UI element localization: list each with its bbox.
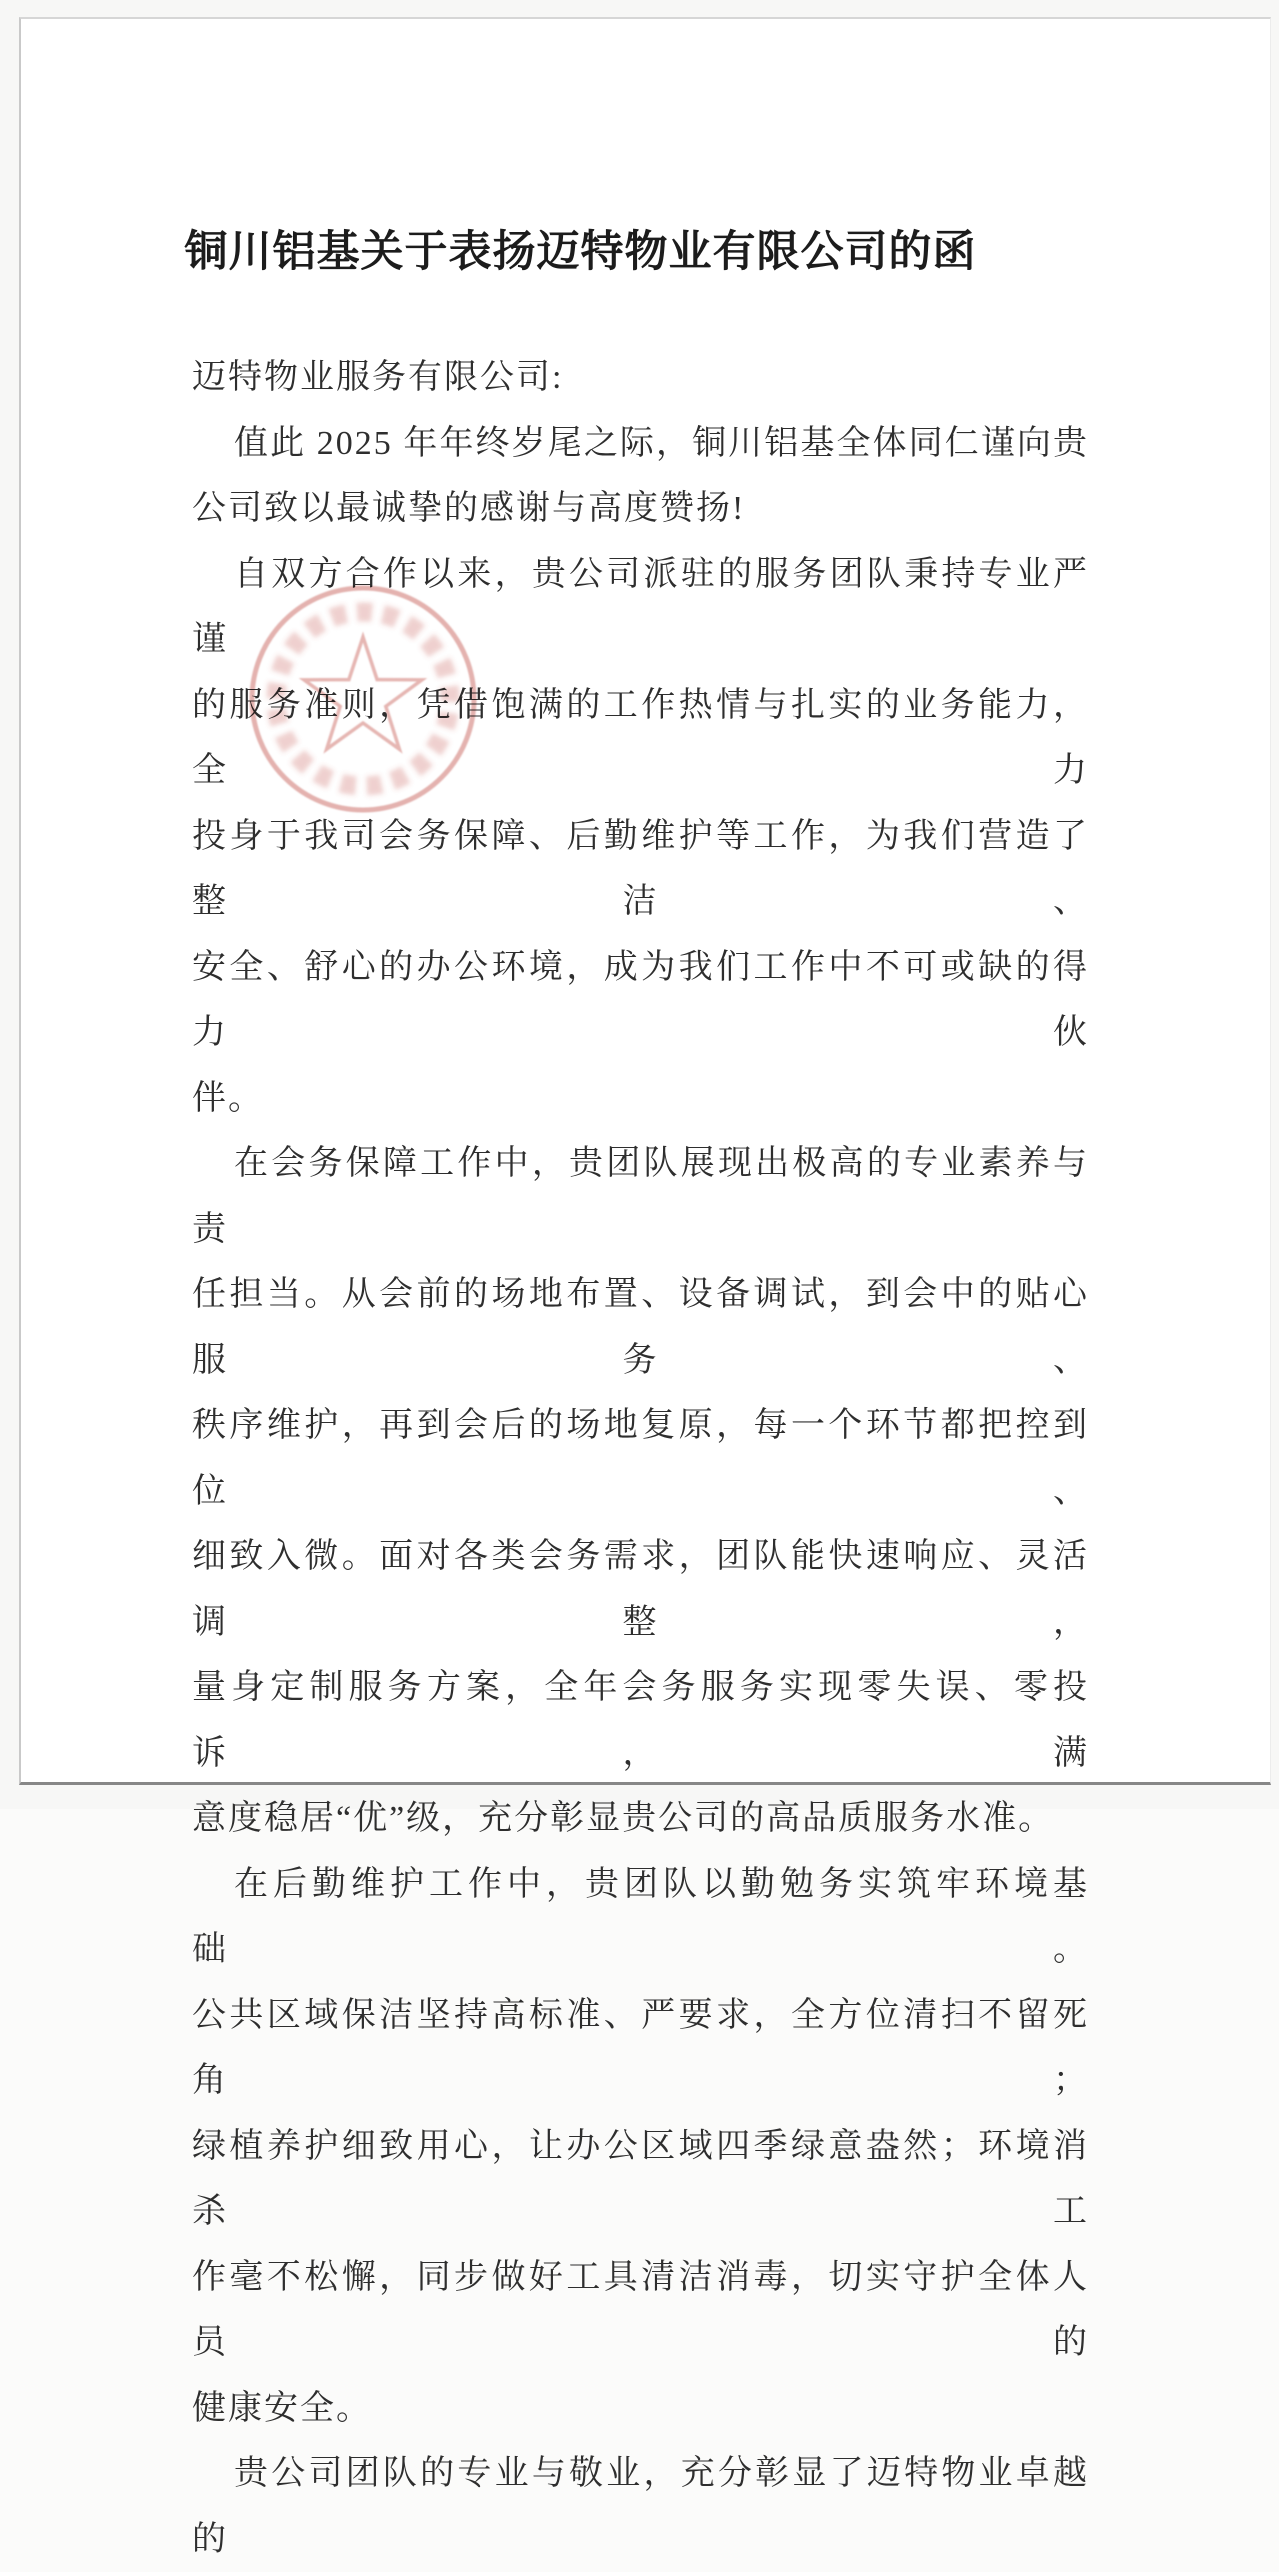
body-line: 伴。 xyxy=(192,1079,264,1117)
body-line: 秩序维护，再到会后的场地复原，每一个环节都把控到位、 xyxy=(192,1407,1089,1510)
body-line: 迈特物业服务有限公司: xyxy=(192,359,564,396)
body-line: 在会务保障工作中，贵团队展现出极高的专业素养与责 xyxy=(192,1145,1089,1248)
body-line: 绿植养护细致用心，让办公区域四季绿意盎然；环境消杀工 xyxy=(192,2127,1089,2230)
body-line: 自双方合作以来，贵公司派驻的服务团队秉持专业严谨 xyxy=(192,555,1089,658)
body-line: 投身于我司会务保障、后勤维护等工作，为我们营造了整洁、 xyxy=(192,817,1089,920)
body-line: 安全、舒心的办公环境，成为我们工作中不可或缺的得力伙 xyxy=(192,948,1089,1051)
body-line: 在后勤维护工作中，贵团队以勤勉务实筑牢环境基础。 xyxy=(192,1865,1089,1968)
body-line: 健康安全。 xyxy=(192,2389,372,2427)
body-line: 任担当。从会前的场地布置、设备调试，到会中的贴心服务、 xyxy=(192,1276,1089,1379)
body-line: 量身定制服务方案，全年会务服务实现零失误、零投诉，满 xyxy=(192,1669,1089,1772)
letter-title: 铜川铝基关于表扬迈特物业有限公司的函 xyxy=(184,228,977,276)
body-line: 的服务准则，凭借饱满的工作热情与扎实的业务能力，全力 xyxy=(192,686,1089,789)
body-line: 公司致以最诚挚的感谢与高度赞扬! xyxy=(192,490,746,527)
letter-page xyxy=(19,17,1271,2558)
body-line: 作毫不松懈，同步做好工具清洁消毒，切实守护全体人员的 xyxy=(192,2258,1089,2361)
body-line: 值此 2025 年年终岁尾之际，铜川铝基全体同仁谨向贵 xyxy=(234,424,1089,462)
body-line: 细致入微。面对各类会务需求，团队能快速响应、灵活调整， xyxy=(192,1538,1089,1641)
body-line: 公共区域保洁坚持高标准、严要求，全方位清扫不留死角； xyxy=(192,1996,1089,2099)
body-line: 贵公司团队的专业与敬业，充分彰显了迈特物业卓越的 xyxy=(192,2455,1089,2558)
body-line: 意度稳居“优”级，充分彰显贵公司的高品质服务水准。 xyxy=(192,1800,1055,1837)
body-text xyxy=(192,345,1089,2572)
